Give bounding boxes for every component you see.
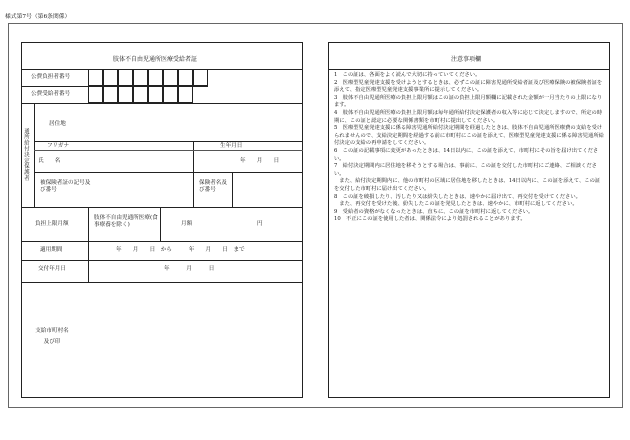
burden-limit-description: 肢体不自由児通所医療(食事療養を除く): [94, 215, 158, 228]
yen-unit: 円: [257, 221, 263, 227]
note-item: 7 給付決定期間内に居住地を移そうとする場合は、事前に、この証を交付した市町村にご連絡、ご相談ください。: [334, 163, 597, 177]
issue-date-value: 年 月 日: [164, 266, 215, 272]
note-item: 5 医療型児童発達支援に係る障害児通所給付決定期間を経過したときは、肢体不自由児通所医療費の支給を受けられませんので、支給決定期間を経過する前に市町村にこの証を添えて、医療型児童発達支援に係る障害児通所給付決定の支給の再申請をしてください。: [334, 125, 604, 147]
note-item: 6 この証の記載事項に変更があったときは、14日以内に、この証を添えて、市町村にその旨を届け出てください。: [334, 147, 599, 162]
name-label: 氏 名: [38, 158, 61, 164]
note-item: 3 肢体不自由児通所医療の負担上限月額はこの証の負担上限月額欄に記載された金額が一月当たりの上限になります。: [334, 94, 603, 109]
period-label: 適用期間: [40, 247, 63, 253]
recipient-number-label: 公費受給者番号: [31, 91, 71, 97]
note-item: 8 この証を破損したり、汚したり又は紛失したときは、速やかに届け出て、再交付を受けてください。: [334, 193, 581, 200]
insured-symbol-label: 被保険者証の記号及び番号: [40, 180, 91, 193]
municipality-label: 支給市町村名及び印: [35, 328, 69, 345]
monthly-amount-label: 月額: [181, 221, 193, 227]
note-item: 4 肢体不自由児通所医療の負担上限月額は毎年通所給付決定保護者の収入等に応じて決定しますので、所定の時期に、この証と認定に必要な関係書類を市町村に提出してください。: [334, 109, 603, 124]
furigana-label: フリガナ: [47, 143, 70, 149]
note-item: 1 この証は、各面をよく読んで大切に持っていてください。: [334, 72, 481, 78]
payer-number-cells: [88, 69, 208, 86]
insurer-label: 保険者名及び番号: [199, 180, 227, 193]
note-item: 2 医療型児童発達支援を受けようとするときは、必ずこの証に障害児通所受給者証及び医療保険の被保険者証を添えて、指定医療型児童発達支援事業所に提示してください。: [334, 79, 603, 94]
birthdate-value: 年 月 日: [240, 158, 280, 164]
certificate-title: 肢体不自由児通所医療受給者証: [113, 56, 198, 63]
period-value: 年 月 日 から 年 月 日 まで: [116, 247, 245, 253]
guardian-side-label: 通所給付決定保護者: [23, 128, 29, 182]
issue-date-label: 交付年月日: [38, 266, 66, 272]
note-item: また、給付決定期間内に、他の市町村の区域に居住地を移したときは、14日以内に、この証を添えて、この証を交付した市町村に届け出てください。: [334, 178, 601, 192]
note-item: また、再交付を受けた後、紛失したこの証を発見したときは、速やかに、市町村に返してください。: [334, 201, 578, 208]
recipient-number-cells: [88, 86, 193, 103]
notes-list: [334, 72, 604, 224]
birthdate-label: 生年月日: [220, 143, 243, 149]
burden-limit-label: 負担上限月額: [35, 221, 69, 227]
note-item: 10 不正にこの証を使用した者は、関係法令により処罰されることがあります。: [334, 216, 526, 223]
payer-number-label: 公費負担者番号: [31, 74, 71, 80]
address-label: 居住地: [49, 121, 66, 127]
note-item: 9 受給者の資格がなくなったときは、直ちに、この証を市町村に返してください。: [334, 208, 534, 215]
notes-title: 注意事項欄: [451, 56, 482, 63]
form-number: 様式第7号（第6条関係）: [5, 14, 71, 20]
